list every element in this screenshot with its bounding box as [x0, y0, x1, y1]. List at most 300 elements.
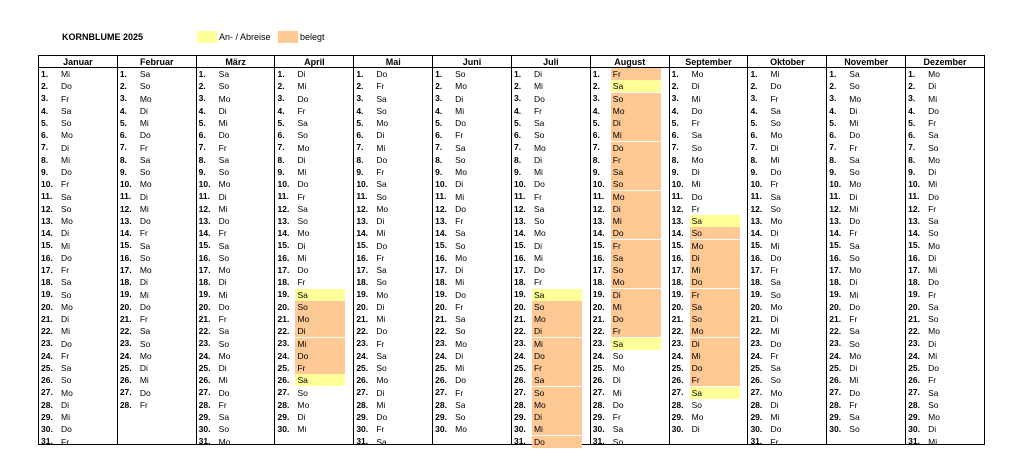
weekday-label: Mo: [297, 142, 310, 153]
weekday-label: Mo: [139, 179, 152, 190]
day-cell: [275, 227, 353, 239]
day-number: 19.: [829, 289, 842, 300]
day-number: 24.: [277, 350, 290, 361]
weekday-label: Sa: [61, 105, 72, 116]
day-number: 6.: [356, 130, 364, 141]
day-number: 16.: [750, 252, 763, 263]
day-number: 6.: [829, 130, 837, 141]
day-cell: [906, 240, 984, 252]
day-cell: [827, 68, 905, 80]
day-cell: [275, 374, 353, 386]
day-cell: [591, 215, 669, 227]
day-number: 17.: [435, 264, 447, 275]
day-number: 13.: [119, 215, 132, 226]
month-column: [433, 56, 512, 444]
day-cell: [748, 105, 826, 117]
day-cell: [197, 399, 275, 411]
day-cell: [906, 264, 984, 276]
weekday-label: Mo: [611, 191, 661, 203]
month-header: Juni: [433, 56, 511, 68]
weekday-label: Di: [770, 399, 779, 410]
day-number: 25.: [750, 362, 763, 373]
day-cell: [433, 313, 511, 325]
weekday-label: Do: [770, 252, 782, 263]
weekday-label: Fr: [455, 130, 464, 141]
day-number: 13.: [277, 215, 290, 226]
day-number: 4.: [41, 105, 49, 116]
day-number: 10.: [277, 179, 290, 190]
day-cell: [512, 338, 590, 350]
weekday-label: So: [376, 105, 387, 116]
weekday-label: Mo: [849, 93, 862, 104]
day-cell: [591, 264, 669, 276]
day-cell: [512, 117, 590, 129]
day-number: 15.: [750, 240, 763, 251]
day-cell: [433, 350, 511, 362]
day-cell: [748, 411, 826, 423]
day-number: 26.: [41, 375, 53, 386]
day-cell: [275, 154, 353, 166]
day-number: 7.: [829, 142, 837, 153]
weekday-label: Do: [770, 167, 782, 178]
day-number: 3.: [671, 93, 679, 104]
day-number: 13.: [592, 215, 605, 226]
weekday-label: Sa: [690, 301, 740, 313]
weekday-label: Mi: [928, 436, 938, 447]
day-number: 10.: [356, 179, 369, 190]
day-cell: [748, 68, 826, 80]
day-cell: [275, 411, 353, 423]
day-number: 10.: [435, 179, 447, 190]
weekday-label: Sa: [690, 215, 740, 227]
day-number: 17.: [119, 264, 132, 275]
day-number: 8.: [119, 154, 127, 165]
day-cell: [433, 191, 511, 203]
day-number: 19.: [908, 289, 920, 300]
day-number: 18.: [198, 277, 211, 288]
day-cell: [39, 436, 117, 448]
day-cell: [39, 423, 117, 435]
day-number: 4.: [829, 105, 837, 116]
day-cell: [512, 105, 590, 117]
day-cell: [670, 264, 748, 276]
day-cell: [118, 362, 196, 374]
weekday-label: Fr: [455, 216, 464, 227]
weekday-label: Di: [297, 240, 306, 251]
month-header: Juli: [512, 56, 590, 68]
day-cell: [39, 142, 117, 154]
day-cell: [670, 203, 748, 215]
day-cell: [827, 276, 905, 288]
weekday-label: Mo: [690, 325, 740, 337]
day-cell: [275, 203, 353, 215]
day-number: 25.: [356, 362, 369, 373]
day-number: 24.: [513, 350, 526, 361]
day-cell: [512, 350, 590, 362]
weekday-label: Sa: [770, 363, 781, 374]
day-cell: [591, 80, 669, 92]
day-number: 9.: [750, 166, 758, 177]
day-cell: [354, 215, 432, 227]
day-cell: [827, 142, 905, 154]
day-cell: [748, 423, 826, 435]
day-cell: [906, 93, 984, 105]
day-number: 2.: [671, 81, 679, 92]
weekday-label: Sa: [533, 118, 545, 129]
day-number: 30.: [908, 424, 920, 435]
weekday-label: Di: [928, 81, 937, 92]
day-cell: [512, 191, 590, 203]
day-cell: [118, 289, 196, 301]
day-cell: [39, 166, 117, 178]
weekday-label: Fr: [139, 314, 148, 325]
day-cell: [118, 129, 196, 141]
day-cell: [906, 129, 984, 141]
day-number: 28.: [829, 399, 842, 410]
day-number: 1.: [41, 68, 49, 79]
day-number: 22.: [277, 326, 290, 337]
day-number: 23.: [356, 338, 369, 349]
weekday-label: Mo: [928, 240, 940, 251]
weekday-label: Mo: [376, 203, 389, 214]
weekday-label: So: [455, 326, 466, 337]
weekday-label: Fr: [297, 191, 306, 202]
day-cell: [906, 411, 984, 423]
day-cell: [275, 301, 353, 313]
day-number: 9.: [198, 166, 206, 177]
day-number: 1.: [277, 68, 285, 79]
weekday-label: Do: [139, 387, 151, 398]
day-number: 11.: [513, 191, 526, 202]
day-number: 26.: [277, 375, 290, 386]
weekday-label: Sa: [849, 412, 860, 423]
day-number: 17.: [592, 264, 605, 275]
weekday-label: Sa: [218, 326, 230, 337]
day-cell: [591, 374, 669, 386]
weekday-label: Fr: [928, 118, 937, 129]
day-number: 14.: [198, 228, 211, 239]
weekday-label: Do: [770, 424, 782, 435]
day-number: 28.: [592, 399, 605, 410]
weekday-label: Do: [928, 191, 939, 202]
weekday-label: So: [533, 130, 545, 141]
weekday-label: Di: [455, 179, 464, 190]
weekday-label: So: [770, 375, 781, 386]
weekday-label: Do: [139, 301, 151, 312]
day-cell: [670, 399, 748, 411]
weekday-label: Di: [532, 325, 582, 337]
weekday-label: Mi: [533, 252, 543, 263]
day-cell: [118, 227, 196, 239]
weekday-label: Sa: [849, 240, 860, 251]
day-number: 9.: [119, 166, 127, 177]
month-column: [670, 56, 749, 444]
weekday-label: Sa: [376, 93, 387, 104]
weekday-label: Fr: [691, 203, 700, 214]
day-number: 14.: [592, 228, 605, 239]
weekday-label: So: [455, 240, 466, 251]
weekday-label: Di: [61, 228, 70, 239]
day-cell: [354, 227, 432, 239]
day-cell: [354, 129, 432, 141]
day-cell: [591, 276, 669, 288]
day-cell: [118, 178, 196, 190]
weekday-label: Di: [139, 105, 148, 116]
weekday-label: Fr: [61, 179, 70, 190]
day-number: 5.: [356, 117, 364, 128]
weekday-label: Mi: [928, 93, 938, 104]
day-number: 27.: [750, 387, 763, 398]
day-number: 16.: [119, 252, 132, 263]
day-cell: [670, 374, 748, 386]
weekday-label: Sa: [295, 374, 345, 386]
day-cell: [39, 117, 117, 129]
day-cell: [906, 252, 984, 264]
weekday-label: Mo: [849, 265, 862, 276]
day-number: 28.: [671, 399, 684, 410]
day-number: 24.: [750, 350, 763, 361]
weekday-label: Do: [849, 301, 861, 312]
day-number: 23.: [277, 338, 290, 349]
weekday-label: Fr: [297, 105, 306, 116]
day-cell: [118, 154, 196, 166]
day-number: 31.: [41, 436, 53, 447]
day-number: 17.: [671, 264, 684, 275]
day-number: 9.: [829, 166, 837, 177]
month-header: Januar: [39, 56, 117, 68]
weekday-label: So: [297, 387, 308, 398]
day-cell: [354, 68, 432, 80]
day-cell: [354, 191, 432, 203]
day-number: 15.: [671, 240, 684, 251]
day-cell: [512, 301, 590, 313]
weekday-label: Di: [297, 412, 306, 423]
weekday-label: Sa: [770, 277, 781, 288]
day-cell: [197, 240, 275, 252]
day-cell: [512, 399, 590, 411]
day-cell: [591, 338, 669, 350]
day-number: 1.: [513, 68, 522, 79]
day-number: 25.: [198, 362, 211, 373]
day-cell: [197, 301, 275, 313]
day-number: 19.: [435, 289, 447, 300]
weekday-label: Di: [376, 387, 385, 398]
month-column: [275, 56, 354, 444]
weekday-label: Do: [61, 167, 72, 178]
weekday-label: Mo: [849, 179, 862, 190]
weekday-label: Do: [455, 118, 467, 129]
day-number: 13.: [356, 215, 369, 226]
weekday-label: So: [218, 167, 230, 178]
day-number: 16.: [592, 252, 605, 263]
weekday-label: Mi: [297, 81, 307, 92]
day-cell: [748, 166, 826, 178]
day-number: 28.: [356, 399, 369, 410]
day-number: 5.: [277, 117, 285, 128]
day-cell: [748, 387, 826, 399]
day-cell: [275, 350, 353, 362]
day-cell: [39, 215, 117, 227]
weekday-label: Fr: [533, 191, 542, 202]
weekday-label: So: [690, 227, 740, 239]
weekday-label: So: [612, 350, 624, 361]
day-cell: [748, 117, 826, 129]
day-number: 17.: [750, 264, 763, 275]
weekday-label: Mo: [770, 130, 783, 141]
day-number: 8.: [277, 154, 285, 165]
day-cell: [670, 338, 748, 350]
weekday-label: Sa: [61, 277, 72, 288]
day-number: 27.: [356, 387, 369, 398]
day-number: 2.: [277, 81, 285, 92]
day-cell: [827, 240, 905, 252]
day-number: 3.: [435, 93, 443, 104]
weekday-label: Sa: [928, 301, 939, 312]
day-cell: [748, 325, 826, 337]
day-cell: [827, 252, 905, 264]
day-cell: [354, 252, 432, 264]
day-cell: [827, 362, 905, 374]
day-cell: [118, 325, 196, 337]
day-cell: [748, 350, 826, 362]
weekday-label: Mi: [297, 167, 307, 178]
day-cell: [354, 264, 432, 276]
day-cell: [197, 350, 275, 362]
day-cell: [748, 301, 826, 313]
day-cell: [433, 154, 511, 166]
weekday-label: Do: [297, 179, 309, 190]
day-number: 2.: [908, 81, 916, 92]
weekday-label: Di: [218, 277, 227, 288]
day-number: 30.: [41, 424, 53, 435]
day-number: 9.: [513, 166, 522, 177]
day-cell: [512, 129, 590, 141]
weekday-label: Mi: [690, 350, 740, 362]
day-number: 18.: [750, 277, 763, 288]
weekday-label: Mi: [849, 375, 859, 386]
day-cell: [118, 80, 196, 92]
month-column: [906, 56, 985, 447]
day-cell: [906, 350, 984, 362]
day-cell: [512, 411, 590, 423]
day-cell: [827, 423, 905, 435]
weekday-label: Mo: [691, 69, 704, 80]
day-cell: [748, 142, 826, 154]
weekday-label: So: [61, 289, 72, 300]
day-number: 12.: [908, 203, 920, 214]
day-cell: [591, 362, 669, 374]
day-number: 21.: [829, 313, 842, 324]
day-cell: [827, 338, 905, 350]
weekday-label: Di: [691, 81, 700, 92]
day-cell: [354, 203, 432, 215]
day-cell: [433, 227, 511, 239]
day-number: 22.: [198, 326, 211, 337]
day-number: 11.: [435, 191, 447, 202]
day-cell: [670, 178, 748, 190]
day-cell: [591, 436, 669, 448]
weekday-label: Mo: [218, 93, 231, 104]
day-number: 26.: [671, 375, 684, 386]
day-cell: [275, 276, 353, 288]
day-number: 2.: [198, 81, 206, 92]
day-cell: [39, 203, 117, 215]
month-column: [748, 56, 827, 447]
day-number: 22.: [829, 326, 842, 337]
weekday-label: Di: [770, 228, 779, 239]
weekday-label: Do: [849, 130, 861, 141]
month-column: [827, 56, 906, 444]
weekday-label: Sa: [297, 203, 308, 214]
page-title: KORNBLUME 2025: [62, 32, 144, 42]
weekday-label: Do: [532, 350, 582, 362]
day-number: 15.: [198, 240, 211, 251]
day-cell: [827, 264, 905, 276]
weekday-label: Do: [139, 130, 151, 141]
day-cell: [906, 301, 984, 313]
weekday-label: Fr: [611, 68, 661, 80]
day-number: 7.: [908, 142, 916, 153]
day-number: 13.: [41, 215, 53, 226]
day-number: 16.: [513, 252, 526, 263]
weekday-label: Di: [533, 154, 542, 165]
day-number: 31.: [592, 436, 605, 447]
day-cell: [748, 129, 826, 141]
day-cell: [197, 289, 275, 301]
weekday-label: Do: [690, 362, 740, 374]
day-number: 20.: [750, 301, 763, 312]
day-number: 31.: [513, 436, 526, 447]
day-cell: [748, 227, 826, 239]
day-cell: [275, 129, 353, 141]
weekday-label: Mi: [770, 69, 780, 80]
weekday-label: Do: [533, 93, 545, 104]
weekday-label: Sa: [928, 216, 939, 227]
day-number: 22.: [356, 326, 369, 337]
day-cell: [354, 93, 432, 105]
day-cell: [906, 325, 984, 337]
day-cell: [670, 154, 748, 166]
day-cell: [906, 276, 984, 288]
day-number: 20.: [41, 301, 53, 312]
weekday-label: Mo: [611, 276, 661, 288]
day-cell: [512, 166, 590, 178]
weekday-label: Fr: [61, 265, 70, 276]
weekday-label: Mo: [928, 412, 940, 423]
day-cell: [433, 142, 511, 154]
day-cell: [827, 411, 905, 423]
day-number: 8.: [750, 154, 758, 165]
weekday-label: Mo: [928, 154, 940, 165]
weekday-label: Mi: [849, 118, 859, 129]
day-cell: [670, 362, 748, 374]
weekday-label: Do: [376, 412, 388, 423]
weekday-label: Di: [297, 154, 306, 165]
day-number: 14.: [356, 228, 369, 239]
day-number: 15.: [513, 240, 526, 251]
day-cell: [512, 178, 590, 190]
day-cell: [118, 93, 196, 105]
weekday-label: Fr: [297, 277, 306, 288]
day-number: 2.: [119, 81, 127, 92]
day-number: 17.: [198, 264, 211, 275]
day-number: 18.: [908, 277, 920, 288]
day-cell: [197, 264, 275, 276]
weekday-label: Do: [611, 313, 661, 325]
weekday-label: Fr: [928, 203, 937, 214]
day-cell: [275, 338, 353, 350]
day-number: 15.: [435, 240, 447, 251]
